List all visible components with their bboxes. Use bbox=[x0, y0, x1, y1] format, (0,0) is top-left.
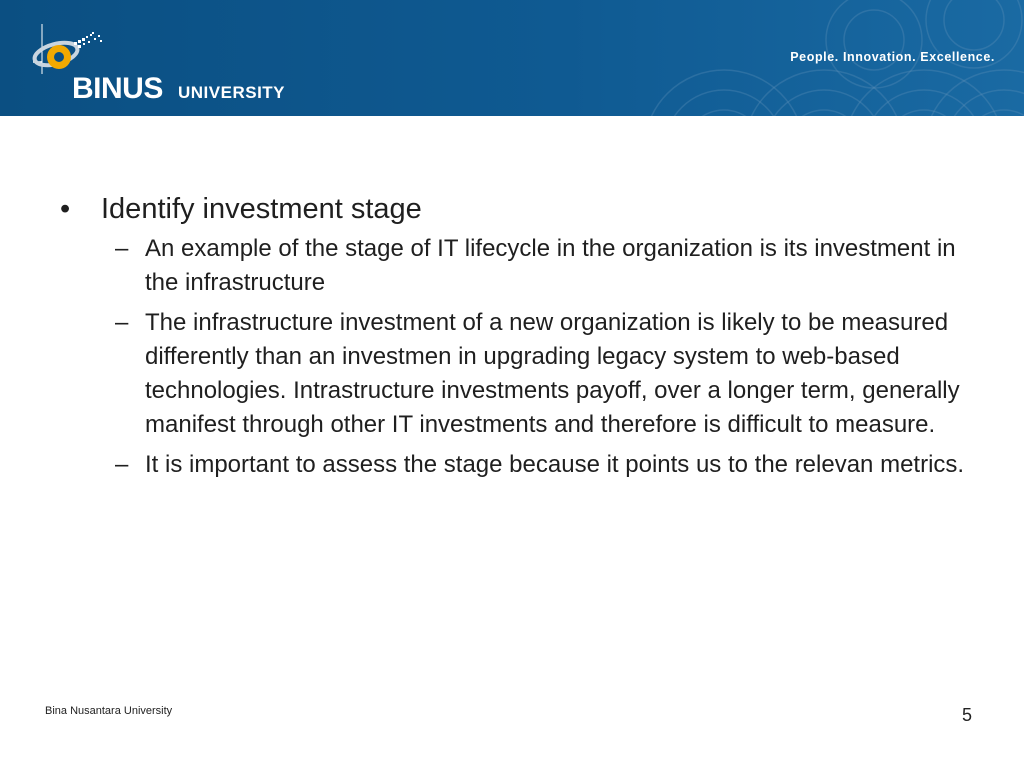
dash-marker: – bbox=[115, 451, 129, 478]
sub-bullet-text: It is important to assess the stage because it points us to the relevan metrics. bbox=[145, 451, 965, 478]
sub-bullet-item bbox=[101, 448, 976, 482]
sub-bullet-text: An example of the stage of IT lifecycle in the organization is its investment in the infrastructure bbox=[145, 235, 956, 296]
binus-logo bbox=[28, 14, 318, 106]
page-number: 5 bbox=[962, 705, 973, 725]
bullet-heading: Identify investment stage bbox=[101, 193, 422, 225]
bullet-item bbox=[56, 190, 976, 228]
header-tagline: People. Innovation. Excellence. bbox=[790, 50, 995, 64]
dash-marker: – bbox=[115, 235, 129, 262]
sub-bullet-text: The infrastructure investment of a new organization is likely to be measured differently than an investmen in upgrading legacy system to web-based technologies. Intrastructure investments payoff, over a longer term, generally manifest through other IT investments and therefore is difficult to measure. bbox=[145, 309, 960, 438]
footer-organization: Bina Nusantara University bbox=[45, 705, 173, 717]
slide-body bbox=[56, 190, 976, 488]
bullet-marker: • bbox=[60, 193, 71, 225]
sub-bullet-item bbox=[101, 232, 976, 300]
slide-header bbox=[0, 0, 1024, 116]
sub-bullet-item bbox=[101, 306, 976, 442]
logo-subtitle-text: UNIVERSITY bbox=[178, 83, 286, 102]
dash-marker: – bbox=[115, 309, 129, 336]
logo-brand-text: BINUS bbox=[72, 72, 163, 105]
